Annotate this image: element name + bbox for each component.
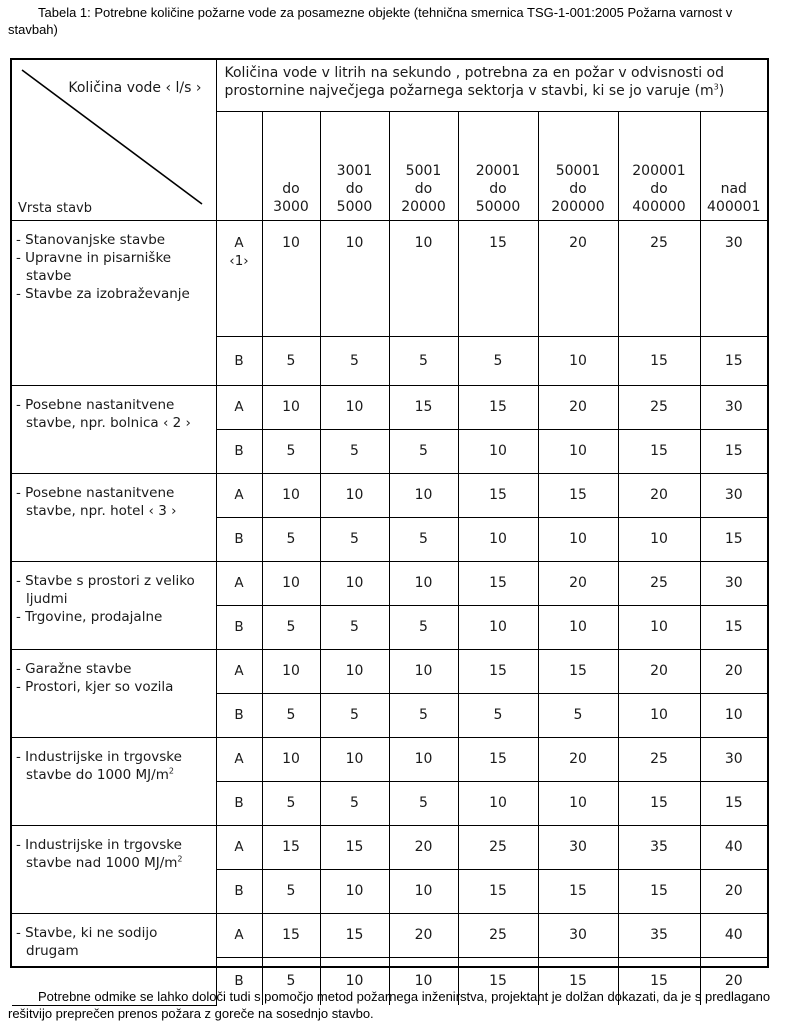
column-header-line: 50001	[555, 162, 601, 179]
column-header-line: 200001	[632, 162, 686, 179]
flow-value-cell: 20	[538, 561, 618, 605]
flow-value-cell: 10	[262, 561, 320, 605]
flow-value-cell: 20	[389, 913, 458, 957]
flow-value-cell: 15	[538, 869, 618, 913]
flow-value-cell: 10	[389, 649, 458, 693]
flow-value-cell: 10	[700, 693, 767, 737]
flow-value-cell: 15	[458, 957, 538, 1005]
flow-value-cell: 5	[389, 781, 458, 825]
flow-value-cell: 15	[700, 336, 767, 385]
flow-value-cell: 10	[320, 869, 389, 913]
flow-value-cell: 30	[538, 825, 618, 869]
building-type-item: - Industrijske in trgovske stavbe do 1000 $MJ/m^2$	[16, 748, 182, 783]
flow-value-cell: 10	[320, 473, 389, 517]
quantity-header: Količina vode v litrih na sekundo , potrebna za en požar v odvisnosti od prostornine največjega požarnega sektorja v stavbi, ki se jo varuje $(m^3)$	[216, 60, 767, 111]
flow-value-cell: 20	[618, 473, 700, 517]
flow-value-cell: 5	[320, 605, 389, 649]
fire-water-table	[12, 60, 767, 1006]
column-header-line: do	[345, 180, 364, 197]
flow-value-cell: 10	[458, 517, 538, 561]
flow-value-cell: 10	[458, 605, 538, 649]
building-type-cell	[12, 220, 216, 385]
flow-value-cell: 35	[618, 913, 700, 957]
flow-value-cell: 25	[618, 220, 700, 336]
volume-column-header	[538, 111, 618, 220]
flow-value-cell: 10	[458, 781, 538, 825]
column-header-line: 5001	[405, 162, 442, 179]
flow-value-cell: 5	[320, 336, 389, 385]
class-a-label: A	[216, 737, 262, 781]
column-header-line: 400001	[707, 198, 761, 215]
building-type-item: - Industrijske in trgovske stavbe nad 1000 $MJ/m^2$	[16, 836, 183, 871]
building-type-item: - Posebne nastanitvene stavbe, npr. bolnica ‹ 2 ›	[16, 396, 191, 431]
column-header-line: do	[489, 180, 507, 197]
volume-column-header	[320, 111, 389, 220]
flow-value-cell: 20	[538, 385, 618, 429]
flow-value-cell: 5	[320, 429, 389, 473]
volume-column-header	[618, 111, 700, 220]
class-b-label: B	[216, 869, 262, 913]
flow-value-cell: 5	[389, 605, 458, 649]
building-type-item: - Stanovanjske stavbe	[16, 231, 166, 248]
flow-value-cell: 10	[262, 385, 320, 429]
flow-value-cell: 5	[262, 605, 320, 649]
flow-value-cell: 30	[700, 385, 767, 429]
class-a-label: A	[216, 649, 262, 693]
flow-value-cell: 15	[458, 869, 538, 913]
table-row	[12, 220, 767, 336]
flow-value-cell: 10	[458, 429, 538, 473]
flow-value-cell: 30	[700, 561, 767, 605]
flow-value-cell: 10	[538, 336, 618, 385]
flow-value-cell: 15	[618, 869, 700, 913]
flow-value-cell: 10	[262, 220, 320, 336]
corner-header-cell	[12, 60, 216, 220]
column-header-line: 20000	[401, 198, 446, 215]
class-note: ‹1›	[229, 252, 249, 269]
flow-value-cell: 15	[618, 781, 700, 825]
flow-value-cell: 15	[389, 385, 458, 429]
flow-value-cell: 25	[618, 561, 700, 605]
flow-value-cell: 20	[700, 649, 767, 693]
flow-value-cell: 15	[700, 517, 767, 561]
flow-value-cell: 40	[700, 825, 767, 869]
flow-value-cell: 10	[320, 220, 389, 336]
flow-value-cell: 20	[700, 957, 767, 1005]
flow-value-cell: 20	[618, 649, 700, 693]
column-header-line: 3000	[273, 198, 309, 215]
class-a-label: A	[216, 385, 262, 429]
table-row	[12, 561, 767, 605]
class-a-label: A	[216, 473, 262, 517]
flow-value-cell: 10	[320, 385, 389, 429]
column-header-line: nad	[720, 180, 747, 197]
flow-value-cell: 35	[618, 825, 700, 869]
flow-value-cell: 15	[538, 473, 618, 517]
fire-water-table-frame	[10, 58, 769, 990]
class-b-label: B	[216, 429, 262, 473]
flow-value-cell: 10	[320, 649, 389, 693]
flow-value-cell: 30	[538, 913, 618, 957]
flow-value-cell: 5	[458, 336, 538, 385]
flow-value-cell: 20	[389, 825, 458, 869]
table-row	[12, 385, 767, 429]
flow-value-cell: 30	[700, 220, 767, 336]
flow-value-cell: 15	[538, 649, 618, 693]
flow-value-cell: 15	[700, 429, 767, 473]
flow-value-cell: 10	[618, 517, 700, 561]
flow-value-cell: 15	[700, 605, 767, 649]
flow-value-cell: 15	[618, 336, 700, 385]
table-row	[12, 825, 767, 869]
flow-value-cell: 25	[618, 737, 700, 781]
flow-value-cell: 10	[320, 561, 389, 605]
flow-value-cell: 20	[700, 869, 767, 913]
building-type-cell	[12, 385, 216, 473]
flow-value-cell: 10	[538, 429, 618, 473]
flow-value-cell: 10	[538, 781, 618, 825]
building-type-item: - Trgovine, prodajalne	[16, 608, 163, 625]
column-header-line: 200000	[551, 198, 605, 215]
volume-column-header	[262, 111, 320, 220]
flow-value-cell: 10	[389, 869, 458, 913]
flow-value-cell: 25	[458, 825, 538, 869]
column-header-line: 5000	[336, 198, 373, 215]
flow-value-cell: 5	[320, 781, 389, 825]
flow-value-cell: 15	[458, 473, 538, 517]
volume-column-header	[458, 111, 538, 220]
flow-value-cell: 25	[458, 913, 538, 957]
flow-value-cell: 15	[700, 781, 767, 825]
building-type-item: - Posebne nastanitvene stavbe, npr. hotel ‹ 3 ›	[16, 484, 177, 519]
flow-value-cell: 20	[538, 220, 618, 336]
flow-value-cell: 10	[262, 473, 320, 517]
flow-value-cell: 5	[538, 693, 618, 737]
column-header-line: 20001	[475, 162, 521, 179]
column-header-line: 400000	[632, 198, 686, 215]
class-b-label: B	[216, 957, 262, 1005]
flow-value-cell: 15	[262, 825, 320, 869]
column-header-line: 50000	[475, 198, 521, 215]
flow-value-cell: 10	[389, 561, 458, 605]
table-row	[12, 913, 767, 957]
flow-value-cell: 15	[458, 737, 538, 781]
building-type-cell	[12, 649, 216, 737]
flow-value-cell: 5	[262, 869, 320, 913]
table-caption: Tabela 1: Potrebne količine požarne vode za posamezne objekte (tehnična smernica TSG-1-001:2005 Požarna varnost v stavbah)	[8, 5, 733, 37]
class-a-label: A ‹1›	[216, 220, 262, 336]
class-b-label: B	[216, 605, 262, 649]
flow-value-cell: 5	[320, 517, 389, 561]
flow-value-cell: 10	[389, 473, 458, 517]
column-header-line: do	[569, 180, 587, 197]
class-header-cell	[216, 111, 262, 220]
table-row	[12, 649, 767, 693]
flow-value-cell: 10	[389, 957, 458, 1005]
flow-value-cell: 15	[320, 913, 389, 957]
flow-value-cell: 5	[389, 693, 458, 737]
volume-column-header	[389, 111, 458, 220]
flow-value-cell: 15	[320, 825, 389, 869]
class-a-label: A	[216, 825, 262, 869]
corner-building-type-label: Vrsta stavb	[18, 200, 92, 216]
building-type-item: - Prostori, kjer so vozila	[16, 678, 174, 695]
building-type-cell	[12, 737, 216, 825]
flow-value-cell: 10	[538, 605, 618, 649]
flow-value-cell: 5	[389, 336, 458, 385]
flow-value-cell: 10	[618, 605, 700, 649]
column-header-line: 3001	[336, 162, 373, 179]
flow-value-cell: 15	[458, 561, 538, 605]
class-a-label: A	[216, 913, 262, 957]
flow-value-cell: 5	[458, 693, 538, 737]
building-type-cell	[12, 825, 216, 913]
flow-value-cell: 5	[389, 429, 458, 473]
class-b-label: B	[216, 336, 262, 385]
flow-value-cell: 5	[262, 781, 320, 825]
building-type-item: - Stavbe, ki ne sodijo drugam	[16, 924, 158, 959]
flow-value-cell: 40	[700, 913, 767, 957]
table-row	[12, 737, 767, 781]
column-header-line: do	[650, 180, 668, 197]
flow-value-cell: 5	[262, 693, 320, 737]
corner-quantity-label: Količina vode ‹ l/s ›	[68, 80, 202, 96]
building-type-item: - Upravne in pisarniške stavbe	[16, 249, 172, 284]
flow-value-cell: 20	[538, 737, 618, 781]
column-header-line: do	[414, 180, 433, 197]
flow-value-cell: 5	[262, 336, 320, 385]
flow-value-cell: 5	[320, 693, 389, 737]
flow-value-cell: 10	[389, 737, 458, 781]
flow-value-cell: 5	[262, 517, 320, 561]
flow-value-cell: 10	[262, 737, 320, 781]
column-header-line: do	[282, 180, 300, 197]
flow-value-cell: 5	[389, 517, 458, 561]
flow-value-cell: 15	[618, 957, 700, 1005]
building-type-item: - Stavbe s prostori z veliko ljudmi	[16, 572, 195, 607]
building-type-item: - Garažne stavbe	[16, 660, 132, 677]
flow-value-cell: 15	[538, 957, 618, 1005]
class-b-label: B	[216, 781, 262, 825]
flow-value-cell: 10	[618, 693, 700, 737]
building-type-cell	[12, 561, 216, 649]
flow-value-cell: 5	[262, 957, 320, 1005]
flow-value-cell: 10	[538, 517, 618, 561]
flow-value-cell: 30	[700, 473, 767, 517]
flow-value-cell: 15	[458, 220, 538, 336]
flow-value-cell: 15	[458, 385, 538, 429]
flow-value-cell: 10	[320, 737, 389, 781]
table-row	[12, 473, 767, 517]
flow-value-cell: 10	[320, 957, 389, 1005]
building-type-item: - Stavbe za izobraževanje	[16, 285, 190, 302]
flow-value-cell: 5	[262, 429, 320, 473]
class-b-label: B	[216, 693, 262, 737]
class-b-label: B	[216, 517, 262, 561]
flow-value-cell: 10	[389, 220, 458, 336]
flow-value-cell: 30	[700, 737, 767, 781]
flow-value-cell: 15	[458, 649, 538, 693]
flow-value-cell: 15	[618, 429, 700, 473]
volume-column-header	[700, 111, 767, 220]
flow-value-cell: 10	[262, 649, 320, 693]
flow-value-cell: 25	[618, 385, 700, 429]
class-a-label: A	[216, 561, 262, 605]
building-type-cell	[12, 473, 216, 561]
flow-value-cell: 15	[262, 913, 320, 957]
footnote-paragraph: Potrebne odmike se lahko določi tudi s pomočjo metod požarnega inženirstva, projektant je dolžan dokazati, da je s predlagano rešitvijo preprečen prenos požara z goreče na sosednjo stavbo.	[8, 989, 771, 1021]
